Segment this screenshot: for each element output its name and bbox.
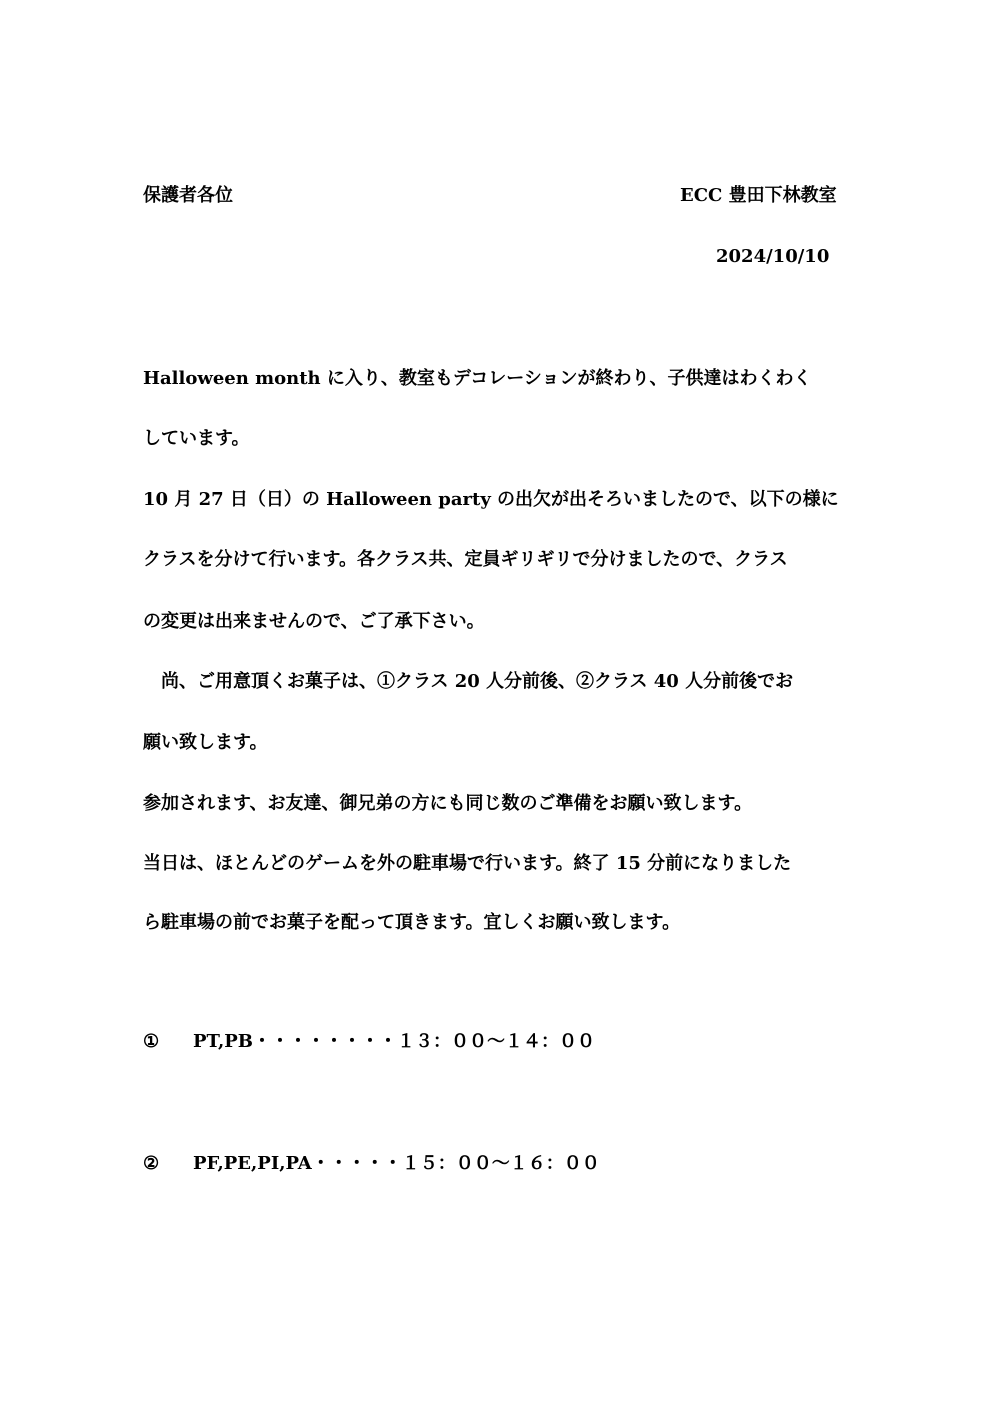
schedule-item-1 — [143, 1033, 595, 1051]
schedule-item-2 — [143, 1155, 600, 1173]
paragraph-2-line-3: の変更は出来ませんので、ご了承下さい。 — [143, 611, 485, 632]
paragraph-3-line-1: 尚、ご用意頂くお菓子は、①クラス 20 人分前後、②クラス 40 人分前後でお — [143, 671, 794, 692]
schedule-item-2-marker: ② — [143, 1153, 160, 1174]
paragraph-5-line-1: 当日は、ほとんどのゲームを外の駐車場で行います。終了 15 分前になりました — [143, 853, 792, 874]
sender-name: ECC 豊田下林教室 — [680, 185, 837, 206]
paragraph-2-line-2: クラスを分けて行います。各クラス共、定員ギリギリで分けましたので、クラス — [143, 549, 788, 570]
schedule-item-2-text: PF,PE,PI,PA・・・・・１５：００～１６：００ — [193, 1153, 600, 1174]
document-date: 2024/10/10 — [716, 246, 830, 267]
recipient-line: 保護者各位 — [143, 185, 233, 206]
paragraph-2-line-1: 10 月 27 日（日）の Halloween party の出欠が出そろいましたので、以下の様に — [143, 489, 839, 510]
paragraph-1-line-1: Halloween month に入り、教室もデコレーションが終わり、子供達はわくわく — [143, 368, 812, 389]
paragraph-4-line-1: 参加されます、お友達、御兄弟の方にも同じ数のご準備をお願い致します。 — [143, 793, 753, 814]
paragraph-5-line-2: ら駐車場の前でお菓子を配って頂きます。宜しくお願い致します。 — [143, 912, 681, 933]
paragraph-3-line-2: 願い致します。 — [143, 732, 268, 753]
schedule-item-1-text: PT,PB・・・・・・・・１３：００～１４：００ — [193, 1031, 595, 1052]
paragraph-1-line-2: しています。 — [143, 428, 250, 449]
schedule-item-1-marker: ① — [143, 1031, 160, 1052]
